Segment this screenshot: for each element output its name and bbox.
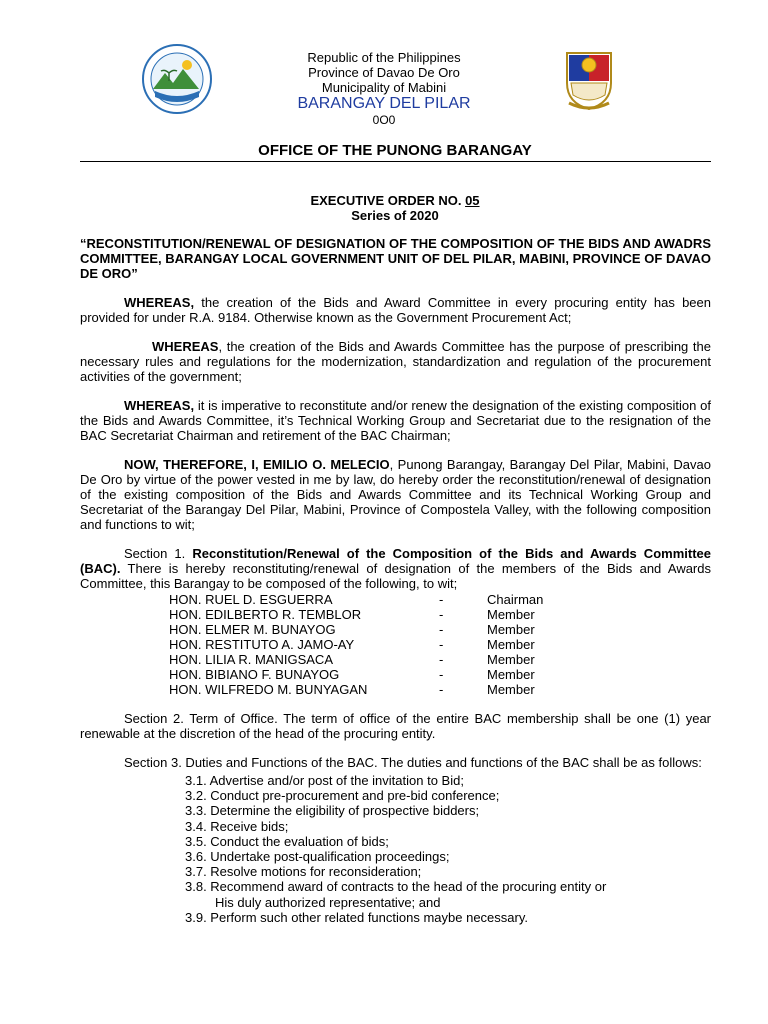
- table-row: [169, 622, 543, 637]
- table-row: [169, 637, 543, 652]
- whereas-paragraph-2: [80, 339, 711, 384]
- member-role: Member: [487, 637, 535, 652]
- member-dash: -: [439, 592, 444, 607]
- whereas-keyword: WHEREAS: [152, 339, 219, 354]
- table-row: [169, 667, 543, 682]
- whereas-keyword: WHEREAS,: [124, 295, 195, 310]
- municipality-line: Municipality of Mabini: [321, 80, 447, 95]
- list-item: 3.8. Recommend award of contracts to the head of the procuring entity or: [185, 879, 607, 895]
- paragraph-text: There is hereby reconstituting/renewal of designation of the members of the Bids and Awards Committee, this Barangay to be composed of the following, to wit;: [80, 561, 711, 591]
- member-role: Member: [487, 607, 535, 622]
- executive-order-heading: [0, 193, 768, 223]
- whereas-paragraph-1: [80, 295, 711, 325]
- now-therefore-paragraph: [80, 457, 711, 532]
- header-separator: 0O0: [372, 113, 396, 127]
- republic-line: Republic of the Philippines: [307, 50, 461, 65]
- section-3-paragraph: Section 3. Duties and Functions of the BAC. The duties and functions of the BAC shall be as follows:: [124, 755, 702, 770]
- member-dash: -: [439, 667, 444, 682]
- list-item: 3.4. Receive bids;: [185, 818, 289, 834]
- bac-members-table: [169, 592, 543, 697]
- member-dash: -: [439, 607, 444, 622]
- list-item: 3.5. Conduct the evaluation of bids;: [185, 833, 389, 849]
- order-label: EXECUTIVE ORDER NO.: [310, 193, 462, 208]
- header-rule: [80, 161, 711, 162]
- table-row: [169, 682, 543, 697]
- member-name: HON. RESTITUTO A. JAMO-AY: [169, 637, 355, 652]
- section-1-prefix: Section 1.: [124, 546, 193, 561]
- member-role: Member: [487, 667, 535, 682]
- member-name: HON. BIBIANO F. BUNAYOG: [169, 667, 340, 682]
- table-row: [169, 652, 543, 667]
- table-row: [169, 592, 543, 607]
- table-row: [169, 607, 543, 622]
- member-name: HON. EDILBERTO R. TEMBLOR: [169, 607, 362, 622]
- list-item: 3.3. Determine the eligibility of prospective bidders;: [185, 803, 480, 819]
- member-dash: -: [439, 637, 444, 652]
- paragraph-text: , the creation of the Bids and Awards Committee has the purpose of prescribing the necessary rules and regulations for the modernization, standardization and regulation of the procurement activities of the government;: [80, 339, 711, 384]
- document-body: [80, 236, 711, 925]
- now-therefore-keyword: NOW, THEREFORE, I, EMILIO O. MELECIO: [124, 457, 390, 472]
- member-role: Member: [487, 652, 535, 667]
- member-role: Member: [487, 682, 535, 697]
- barangay-name: BARANGAY DEL PILAR: [297, 95, 471, 112]
- paragraph-text: the creation of the Bids and Award Committee in every procuring entity has been provided for under R.A. 9184. Otherwise known as the Government Procurement Act;: [80, 295, 711, 325]
- member-name: HON. LILIA R. MANIGSACA: [169, 652, 333, 667]
- paragraph-text: , Punong Barangay, Barangay Del Pilar, Mabini, Davao De Oro by virtue of the power vested in me by law, do hereby order the reconstitution/renewal of designation of the existing composition of the Bids and Awards Committee and its Technical Working Group and Secretariat of the Barangay Del Pilar, Mabini, Province of Compostela Valley, with the following composition and functions to wit;: [80, 457, 711, 532]
- list-item-continuation: His duly authorized representative; and: [215, 894, 441, 910]
- member-role: Member: [487, 622, 535, 637]
- member-name: HON. WILFREDO M. BUNYAGAN: [169, 682, 368, 697]
- list-item: 3.6. Undertake post-qualification proceedings;: [185, 849, 450, 865]
- province-line: Province of Davao De Oro: [308, 65, 460, 80]
- member-dash: -: [439, 682, 444, 697]
- order-title: “RECONSTITUTION/RENEWAL OF DESIGNATION OF THE COMPOSITION OF THE BIDS AND AWADRS COMMITTEE, BARANGAY LOCAL GOVERNMENT UNIT OF DEL PILAR, MABINI, PROVINCE OF DAVAO DE ORO”: [80, 236, 711, 281]
- order-number: 05: [465, 193, 480, 208]
- member-dash: -: [439, 652, 444, 667]
- section-2-paragraph: Section 2. Term of Office. The term of office of the entire BAC membership shall be one (1) year renewable at the discretion of the head of the procuring entity.: [80, 711, 711, 741]
- office-title: OFFICE OF THE PUNONG BARANGAY: [258, 142, 532, 159]
- list-item: 3.1. Advertise and/or post of the invitation to Bid;: [185, 773, 464, 788]
- member-name: HON. RUEL D. ESGUERRA: [169, 592, 333, 607]
- list-item: 3.9. Perform such other related functions maybe necessary.: [185, 909, 528, 925]
- member-role: Chairman: [487, 592, 544, 607]
- paragraph-text: it is imperative to reconstitute and/or renew the designation of the existing composition of the Bids and Awards Committee, it’s Technical Working Group and Secretariat due to the resignation of the BAC Secretariat Chairman and retirement of the BAC Chairman;: [80, 398, 711, 443]
- section-1-heading: Reconstitution/Renewal of the Composition of the Bids and Awards Committee (BAC).: [80, 546, 711, 576]
- bac-duties-list: [185, 773, 711, 925]
- list-item: 3.2. Conduct pre-procurement and pre-bid conference;: [185, 788, 500, 804]
- whereas-paragraph-3: [80, 398, 711, 443]
- member-name: HON. ELMER M. BUNAYOG: [169, 622, 336, 637]
- whereas-keyword: WHEREAS,: [124, 398, 195, 413]
- list-item: 3.7. Resolve motions for reconsideration;: [185, 864, 422, 880]
- letterhead: [0, 50, 768, 128]
- member-dash: -: [439, 622, 444, 637]
- section-1-paragraph: [80, 546, 711, 591]
- order-series: Series of 2020: [351, 208, 439, 223]
